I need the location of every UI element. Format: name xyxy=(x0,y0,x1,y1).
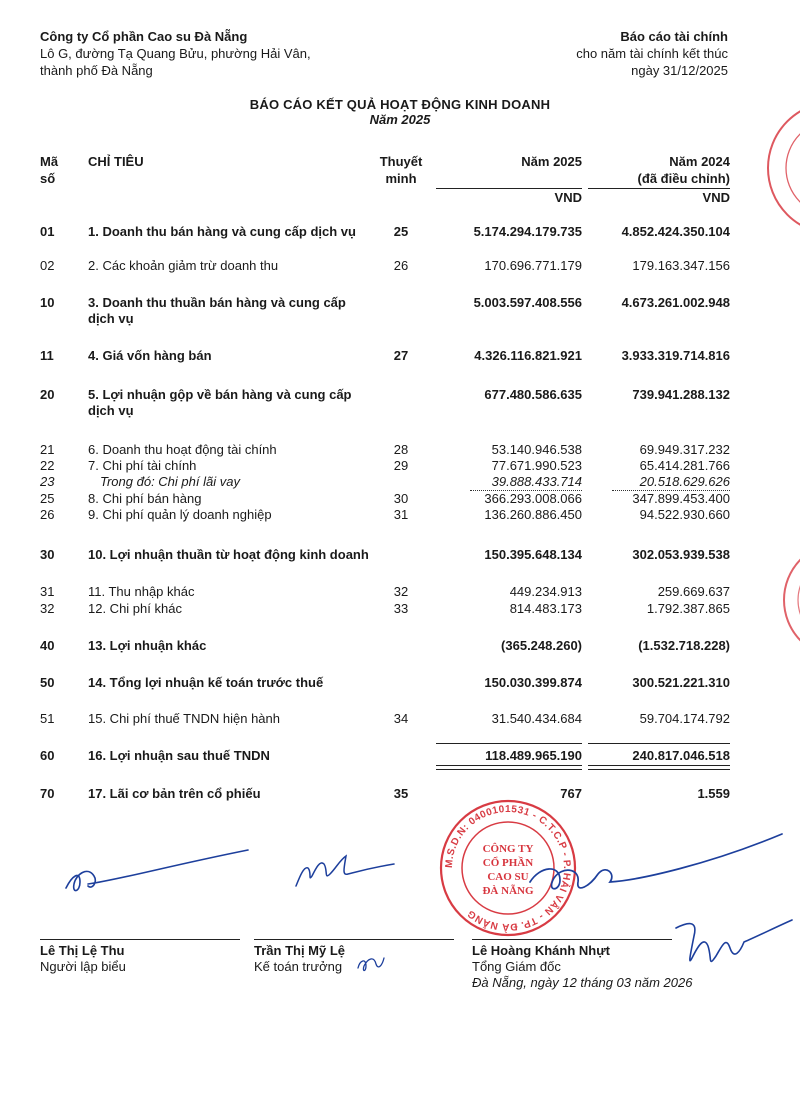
row-value-2025: 4.326.116.821.921 xyxy=(474,348,582,363)
row-value-2025: 5.174.294.179.735 xyxy=(473,224,582,239)
row-code: 60 xyxy=(40,748,55,763)
chief-accountant-role: Kế toán trưởng xyxy=(254,959,343,974)
report-year: Năm 2025 xyxy=(369,112,431,127)
row-item: 16. Lợi nhuận sau thuế TNDN xyxy=(88,748,270,763)
column-header-note xyxy=(372,153,430,187)
row-code: 32 xyxy=(40,601,55,616)
row-value-2024: 739.941.288.132 xyxy=(632,387,730,402)
report-title-block xyxy=(0,97,800,127)
row-value-2025: 449.234.913 xyxy=(509,584,582,599)
row-value-2025: 170.696.771.179 xyxy=(484,258,582,273)
row-code: 50 xyxy=(40,675,55,690)
row-value-2024: 1.559 xyxy=(697,786,730,801)
row-value-2025: 31.540.434.684 xyxy=(491,711,582,726)
row-item: 1. Doanh thu bán hàng và cung cấp dịch vụ xyxy=(88,224,356,239)
row-item: 2. Các khoản giảm trừ doanh thu xyxy=(88,258,279,273)
row-note: 25 xyxy=(393,224,409,239)
report-period-line-1: cho năm tài chính kết thúc xyxy=(576,46,728,61)
preparer-role: Người lập biểu xyxy=(40,959,126,974)
column-header-code xyxy=(40,153,58,187)
unit-divider-2024 xyxy=(588,188,730,189)
seal-line-3: CAO SU xyxy=(487,871,529,883)
preparer-signature xyxy=(58,836,258,906)
row-code: 25 xyxy=(40,491,55,506)
partial-seal-right-middle xyxy=(780,540,800,660)
row-item: 11. Thu nhập khác xyxy=(88,584,195,599)
column-header-2024-year: Năm 2024 xyxy=(669,154,730,169)
seal-line-2: CỔ PHẦN xyxy=(482,857,534,869)
column-header-note-line-2: minh xyxy=(385,171,417,186)
signature-line-director xyxy=(472,939,672,940)
row-note: 32 xyxy=(393,584,409,599)
row-code: 01 xyxy=(40,224,55,239)
row-code: 40 xyxy=(40,638,55,653)
row-value-2025: (365.248.260) xyxy=(501,638,582,653)
row-value-2024: 179.163.347.156 xyxy=(632,258,730,273)
row-item: 10. Lợi nhuận thuần từ hoạt động kinh doanh xyxy=(88,547,369,562)
row-value-2025: 53.140.946.538 xyxy=(491,442,582,457)
row-note: 31 xyxy=(393,507,409,522)
partial-seal-right-top xyxy=(764,98,800,238)
row-note: 30 xyxy=(393,491,409,506)
row-value-2025: 150.395.648.134 xyxy=(484,547,582,562)
seal-line-1: CÔNG TY xyxy=(482,843,534,855)
initials-mark xyxy=(354,948,388,978)
seal-ring-text: M.S.D.N: 0400101531 - C.T.C.P - P. HẢI VÂN - TP. ĐÀ NẴNG xyxy=(443,803,573,933)
column-header-code-line-2: số xyxy=(40,171,56,186)
row-note: 29 xyxy=(393,458,409,473)
row-value-2025: 767 xyxy=(560,786,582,801)
row-code: 51 xyxy=(40,711,55,726)
unit-2024: VND xyxy=(702,190,730,205)
column-header-2025: Năm 2025 xyxy=(521,154,582,169)
row-note: 34 xyxy=(393,711,409,726)
row-code: 11 xyxy=(40,348,54,363)
column-header-code-line-1: Mã xyxy=(40,154,59,169)
row-value-2024: 20.518.629.626 xyxy=(639,474,730,489)
report-type: Báo cáo tài chính xyxy=(620,29,728,44)
row-value-2024: 94.522.930.660 xyxy=(639,507,730,522)
row-value-2024: 59.704.174.792 xyxy=(639,711,730,726)
row-item: 14. Tổng lợi nhuận kế toán trước thuế xyxy=(88,675,324,690)
row-value-2025: 39.888.433.714 xyxy=(491,474,582,489)
row-code: 02 xyxy=(40,258,55,273)
row-value-2024: 65.414.281.766 xyxy=(639,458,730,473)
row-value-2024: 347.899.453.400 xyxy=(632,491,730,506)
row-item: 17. Lãi cơ bản trên cổ phiếu xyxy=(88,786,261,801)
row-value-2025: 136.260.886.450 xyxy=(484,507,582,522)
row-note: 28 xyxy=(393,442,409,457)
company-block xyxy=(40,28,311,79)
preparer-name: Lê Thị Lệ Thu xyxy=(40,943,125,958)
row-value-2025: 677.480.586.635 xyxy=(484,387,582,402)
row-value-2024: 259.669.637 xyxy=(657,584,730,599)
signature-line-preparer xyxy=(40,939,240,940)
row-value-2025: 366.293.008.066 xyxy=(484,491,582,506)
row-value-2024: 302.053.939.538 xyxy=(632,547,730,562)
row-value-2025: 814.483.173 xyxy=(509,601,582,616)
unit-divider-2025 xyxy=(436,188,582,189)
column-header-note-line-1: Thuyết xyxy=(379,154,423,169)
row-item: 5. Lợi nhuận gộp về bán hàng và cung cấp dịch vụ xyxy=(88,387,352,418)
total-rule-top-2024 xyxy=(588,743,730,744)
report-period-line-2: ngày 31/12/2025 xyxy=(631,63,728,78)
row-value-2024: 240.817.046.518 xyxy=(632,748,730,763)
chief-accountant-name: Trần Thị Mỹ Lệ xyxy=(254,943,346,958)
row-code: 20 xyxy=(40,387,55,402)
place-and-date: Đà Nẵng, ngày 12 tháng 03 năm 2026 xyxy=(472,975,693,990)
seal-line-4: ĐÀ NẴNG xyxy=(482,885,534,897)
row-note: 27 xyxy=(393,348,409,363)
row-value-2024: 4.852.424.350.104 xyxy=(621,224,730,239)
row-item: Trong đó: Chi phí lãi vay xyxy=(100,474,240,489)
row-code: 26 xyxy=(40,507,55,522)
row-item: 15. Chi phí thuế TNDN hiện hành xyxy=(88,711,280,726)
unit-2025: VND xyxy=(554,190,582,205)
row-code: 31 xyxy=(40,584,55,599)
row-item: 4. Giá vốn hàng bán xyxy=(88,348,212,363)
row-code: 22 xyxy=(40,458,55,473)
report-info-block xyxy=(576,28,728,79)
total-double-rule-2024 xyxy=(588,765,730,770)
row-item: 8. Chi phí bán hàng xyxy=(88,491,202,506)
row-code: 30 xyxy=(40,547,55,562)
row-value-2025: 118.489.965.190 xyxy=(485,748,582,763)
director-signature xyxy=(520,826,790,906)
row-code: 10 xyxy=(40,295,55,310)
row-item: 6. Doanh thu hoạt động tài chính xyxy=(88,442,277,457)
row-value-2024: 1.792.387.865 xyxy=(646,601,730,616)
row-value-2024: 4.673.261.002.948 xyxy=(621,295,730,310)
director-role: Tổng Giám đốc xyxy=(472,959,561,974)
row-value-2025: 77.671.990.523 xyxy=(491,458,582,473)
chief-accountant-signature xyxy=(290,846,400,896)
row-item: 12. Chi phí khác xyxy=(88,601,182,616)
row-value-2024: 300.521.221.310 xyxy=(632,675,730,690)
director-name: Lê Hoàng Khánh Nhựt xyxy=(472,943,610,958)
row-item: 7. Chi phí tài chính xyxy=(88,458,197,473)
column-header-item: CHỈ TIÊU xyxy=(88,154,144,169)
company-address-line-1: Lô G, đường Tạ Quang Bửu, phường Hải Vân, xyxy=(40,46,311,61)
signature-line-accountant xyxy=(254,939,454,940)
row-value-2025: 150.030.399.874 xyxy=(484,675,582,690)
total-rule-top-2025 xyxy=(436,743,582,744)
row-value-2024: (1.532.718.228) xyxy=(638,638,730,653)
row-code: 70 xyxy=(40,786,55,801)
row-item: 9. Chi phí quản lý doanh nghiệp xyxy=(88,507,272,522)
company-name: Công ty Cổ phần Cao su Đà Nẵng xyxy=(40,29,248,44)
row-note: 26 xyxy=(393,258,409,273)
column-header-2024-adjusted: (đã điều chỉnh) xyxy=(637,171,730,186)
row-item: 13. Lợi nhuận khác xyxy=(88,638,207,653)
row-note: 35 xyxy=(393,786,409,801)
director-signature-2 xyxy=(668,906,798,976)
company-address-line-2: thành phố Đà Nẵng xyxy=(40,63,153,78)
report-title: BÁO CÁO KẾT QUẢ HOẠT ĐỘNG KINH DOANH xyxy=(249,97,551,112)
column-header-2024 xyxy=(588,153,730,187)
row-item: 3. Doanh thu thuần bán hàng và cung cấp dịch vụ xyxy=(88,295,346,326)
total-double-rule-2025 xyxy=(436,765,582,770)
row-code: 21 xyxy=(40,442,55,457)
row-note: 33 xyxy=(393,601,409,616)
row-value-2024: 3.933.319.714.816 xyxy=(621,348,730,363)
row-value-2025: 5.003.597.408.556 xyxy=(473,295,582,310)
row-code: 23 xyxy=(40,474,55,489)
row-value-2024: 69.949.317.232 xyxy=(639,442,730,457)
